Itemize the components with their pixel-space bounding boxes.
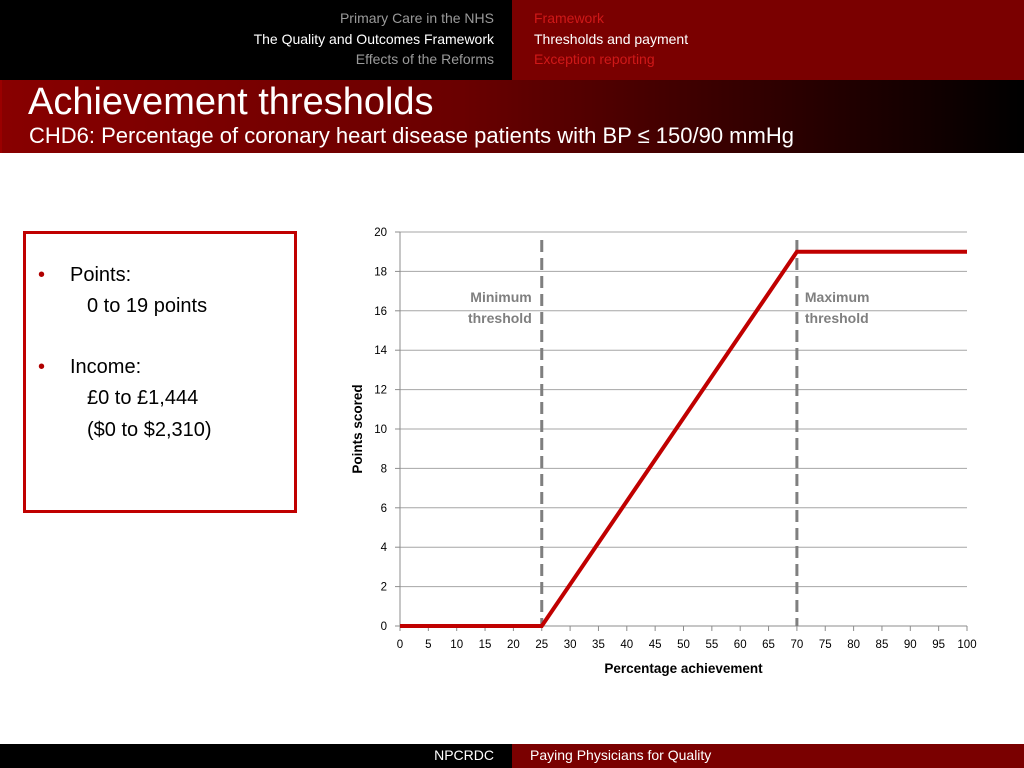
series-line-0	[400, 252, 967, 626]
y-tick-label: 14	[374, 345, 387, 358]
x-tick-label: 65	[762, 639, 775, 651]
bullet-icon: •	[38, 356, 46, 378]
x-tick-label: 10	[450, 639, 464, 651]
threshold-label-1: Maximum	[804, 289, 870, 305]
y-axis-title: Points scored	[350, 384, 365, 474]
x-tick-label: 45	[648, 639, 662, 651]
y-tick-label: 10	[374, 424, 387, 436]
y-tick-label: 12	[374, 384, 387, 397]
x-tick-label: 25	[535, 639, 549, 651]
y-tick-label: 6	[380, 502, 387, 515]
footer-org: NPCRDC	[0, 744, 512, 768]
nav-item-effects[interactable]: Effects of the Reforms	[355, 51, 494, 67]
section-nav-right	[512, 0, 1024, 80]
bullet-label: Points:	[70, 264, 132, 286]
x-tick-label: 95	[932, 639, 946, 651]
bullet-icon: •	[38, 264, 46, 286]
x-tick-label: 20	[507, 639, 520, 651]
y-tick-label: 18	[374, 266, 387, 279]
x-tick-label: 90	[903, 639, 917, 651]
x-tick-label: 85	[875, 639, 889, 651]
x-tick-label: 40	[620, 639, 634, 651]
x-tick-label: 15	[478, 639, 492, 651]
x-tick-label: 35	[592, 639, 605, 651]
nav-item-exception[interactable]: Exception reporting	[534, 51, 655, 67]
bullet-label: Income:	[70, 356, 142, 378]
bullet-income	[38, 356, 141, 379]
threshold-label-0: Minimum	[470, 289, 532, 305]
y-tick-label: 8	[380, 463, 387, 476]
x-tick-label: 0	[396, 639, 404, 651]
y-tick-label: 4	[380, 542, 387, 555]
y-tick-label: 20	[374, 227, 387, 239]
points-chart	[340, 215, 990, 685]
income-gbp: £0 to £1,444	[87, 387, 199, 409]
summary-box	[23, 231, 297, 513]
y-tick-label: 0	[380, 621, 387, 633]
x-tick-label: 30	[563, 639, 577, 651]
x-tick-label: 5	[425, 639, 432, 651]
nav-item-primary-care[interactable]: Primary Care in the NHS	[339, 10, 494, 26]
page-subtitle: CHD6: Percentage of coronary heart disease patients with BP ≤ 150/90 mmHg	[29, 123, 794, 148]
points-range: 0 to 19 points	[87, 295, 208, 317]
nav-item-qof[interactable]: The Quality and Outcomes Framework	[253, 30, 494, 47]
nav-item-framework[interactable]: Framework	[534, 10, 605, 26]
x-tick-label: 55	[705, 639, 719, 651]
x-tick-label: 50	[677, 639, 690, 651]
x-tick-label: 60	[733, 639, 747, 651]
x-tick-label: 75	[818, 639, 832, 651]
bullet-points	[38, 264, 131, 287]
x-tick-label: 80	[847, 639, 860, 651]
x-axis-title: Percentage achievement	[604, 661, 763, 676]
income-usd: ($0 to $2,310)	[87, 419, 212, 441]
threshold-label-1: threshold	[804, 310, 869, 326]
y-tick-label: 2	[380, 581, 387, 594]
nav-item-thresholds[interactable]: Thresholds and payment	[534, 30, 689, 47]
section-nav-left	[0, 0, 512, 80]
x-tick-label: 100	[957, 639, 977, 651]
title-band	[0, 80, 1024, 153]
x-tick-label: 70	[790, 639, 804, 651]
threshold-label-0: threshold	[467, 310, 532, 326]
page-title: Achievement thresholds	[28, 81, 434, 123]
y-tick-label: 16	[374, 305, 387, 318]
footer-title: Paying Physicians for Quality	[512, 744, 1024, 768]
